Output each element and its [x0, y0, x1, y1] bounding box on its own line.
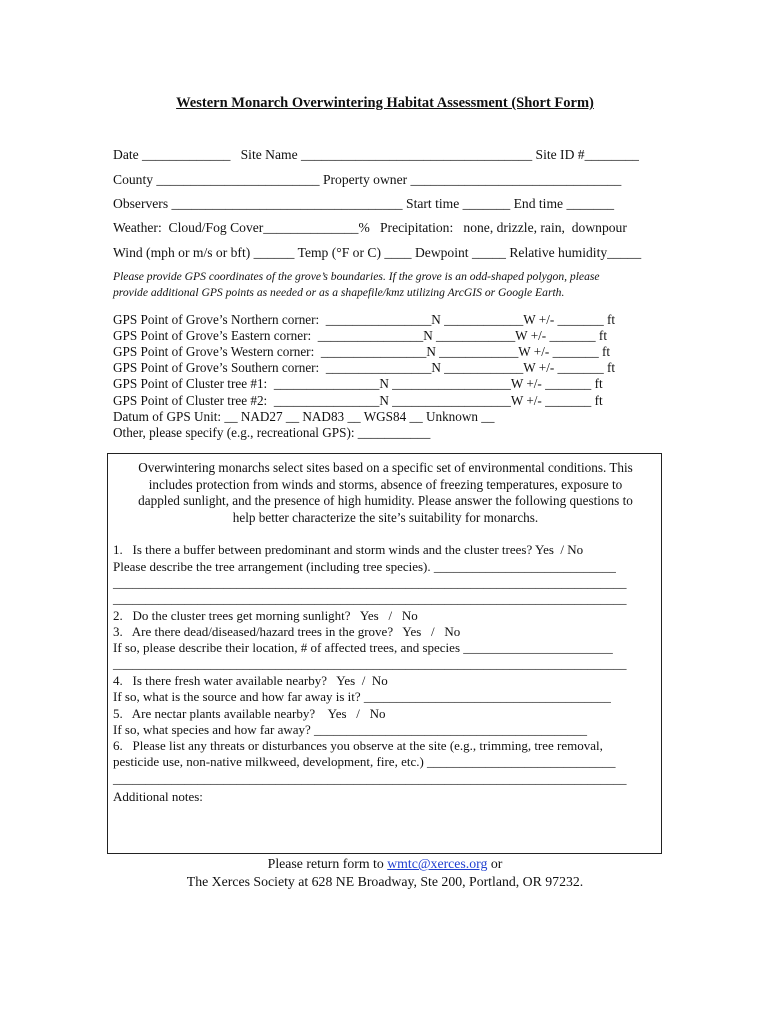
blank-answer-line[interactable]: _______________________________________________________________________________ [113, 656, 627, 671]
gps-cluster-tree-1[interactable]: GPS Point of Cluster tree #1: ________________N __________________W +/- _______ ft [113, 376, 603, 391]
gps-datum[interactable]: Datum of GPS Unit: __ NAD27 __ NAD83 __ WGS84 __ Unknown __ [113, 409, 495, 424]
gps-eastern-corner[interactable]: GPS Point of Grove’s Eastern corner: ________________N ____________W +/- _______ ft [113, 328, 607, 343]
question-3[interactable]: 3. Are there dead/diseased/hazard trees in the grove? Yes / No [113, 624, 461, 639]
intro-line: Overwintering monarchs select sites based on a specific set of environmental conditions. This [138, 460, 633, 475]
question-2[interactable]: 2. Do the cluster trees get morning sunlight? Yes / No [113, 608, 418, 623]
gps-northern-corner[interactable]: GPS Point of Grove’s Northern corner: ________________N ____________W +/- _______ ft [113, 312, 616, 327]
gps-southern-corner[interactable]: GPS Point of Grove’s Southern corner: ________________N ____________W +/- _______ ft [113, 360, 616, 375]
return-instructions [0, 856, 770, 872]
habitat-intro [118, 460, 653, 526]
observers-time-row[interactable]: Observers __________________________________ Start time _______ End time _______ [113, 196, 615, 211]
email-link[interactable]: wmtc@xerces.org [387, 856, 488, 871]
blank-answer-line[interactable]: _______________________________________________________________________________ [113, 771, 627, 786]
gps-instructions-line2: provide additional GPS points as needed or as a shapefile/kmz utilizing ArcGIS or Google Earth. [113, 286, 565, 299]
additional-notes-label[interactable]: Additional notes: [113, 789, 203, 804]
return-prefix: Please return form to [267, 856, 388, 871]
blank-answer-line[interactable]: _______________________________________________________________________________ [113, 591, 627, 606]
intro-line: includes protection from winds and storms, absence of freezing temperatures, exposure to [148, 476, 623, 492]
intro-line: help better characterize the site’s suitability for monarchs. [232, 509, 539, 525]
page-title: Western Monarch Overwintering Habitat Assessment (Short Form) [176, 95, 594, 111]
question-4[interactable]: 4. Is there fresh water available nearby? Yes / No [113, 673, 388, 688]
water-source-field[interactable]: If so, what is the source and how far away is it? ______________________________________ [113, 689, 611, 704]
gps-western-corner[interactable]: GPS Point of Grove’s Western corner: ________________N ____________W +/- _______ ft [113, 344, 611, 359]
society-address: The Xerces Society at 628 NE Broadway, Ste 200, Portland, OR 97232. [186, 874, 584, 889]
question-1[interactable]: 1. Is there a buffer between predominant and storm winds and the cluster trees? Yes / No [113, 542, 584, 557]
gps-other-specify[interactable]: Other, please specify (e.g., recreational GPS): ___________ [113, 425, 431, 440]
nectar-species-field[interactable]: If so, what species and how far away? __________________________________________ [113, 722, 588, 737]
gps-instructions-line1: Please provide GPS coordinates of the grove’s boundaries. If the grove is an odd-shaped polygon, please [113, 270, 600, 283]
hazard-trees-field[interactable]: If so, please describe their location, # of affected trees, and species _______________________ [113, 640, 613, 655]
intro-line: dappled sunlight, and the presence of high humidity. Please answer the following questions to [138, 493, 633, 509]
threats-field[interactable]: pesticide use, non-native milkweed, development, fire, etc.) _____________________________ [113, 754, 616, 769]
return-suffix: or [487, 856, 503, 871]
blank-answer-line[interactable]: _______________________________________________________________________________ [113, 575, 627, 590]
date-site-row[interactable]: Date _____________ Site Name __________________________________ Site ID #________ [113, 147, 639, 162]
county-owner-row[interactable]: County ________________________ Property owner _______________________________ [113, 172, 622, 187]
weather-row[interactable]: Weather: Cloud/Fog Cover______________% Precipitation: none, drizzle, rain, downpour [113, 220, 627, 235]
wind-temp-row[interactable]: Wind (mph or m/s or bft) ______ Temp (°F or C) ____ Dewpoint _____ Relative humidity_____ [113, 245, 642, 260]
tree-arrangement-field[interactable]: Please describe the tree arrangement (including tree species). ____________________________ [113, 559, 616, 574]
question-5[interactable]: 5. Are nectar plants available nearby? Yes / No [113, 706, 386, 721]
gps-cluster-tree-2[interactable]: GPS Point of Cluster tree #2: ________________N __________________W +/- _______ ft [113, 393, 603, 408]
question-6: 6. Please list any threats or disturbances you observe at the site (e.g., trimming, tree removal, [113, 738, 603, 753]
